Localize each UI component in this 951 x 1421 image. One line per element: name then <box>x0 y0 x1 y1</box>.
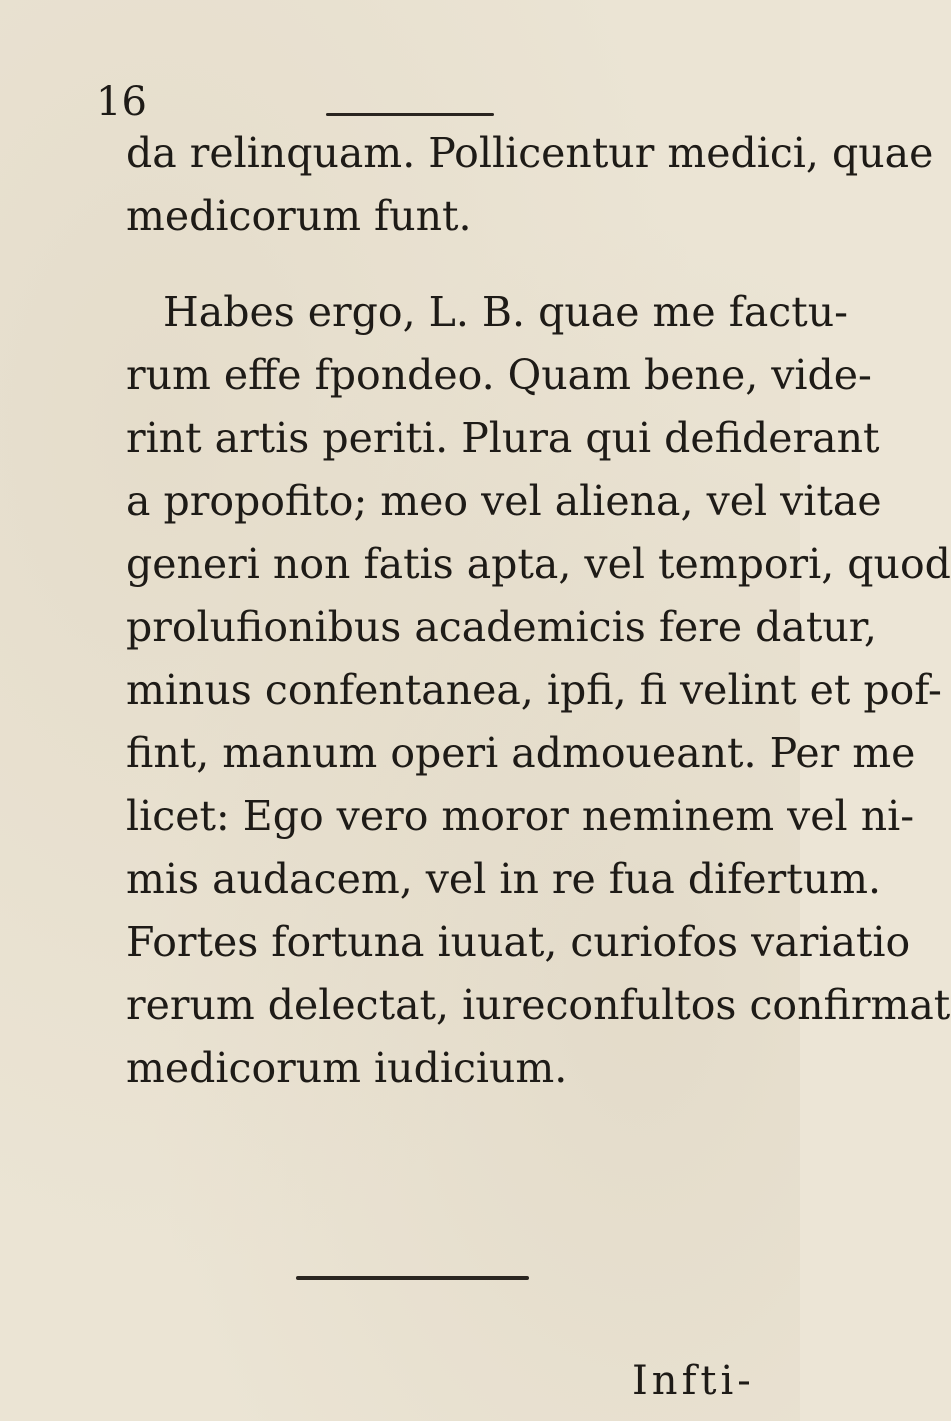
text-line: rint artis periti. Plura qui defiderant <box>126 414 880 462</box>
text-line: generi non fatis apta, vel tempori, quod <box>126 540 951 588</box>
text-line: Fortes fortuna iuuat, curiofos variatio <box>126 918 911 966</box>
text-line: a propofito; meo vel aliena, vel vitae <box>126 477 882 525</box>
text-line: licet: Ego vero moror neminem vel ni- <box>126 792 915 840</box>
header-rule <box>326 113 494 116</box>
text-line: medicorum iudicium. <box>126 1044 568 1092</box>
text-line: rum effe fpondeo. Quam bene, vide- <box>126 351 872 399</box>
text-line: prolufionibus academicis fere datur, <box>126 603 877 651</box>
text-line: da relinquam. Pollicentur medici, quae <box>126 129 934 177</box>
text-line: rerum delectat, iureconfultos confirmat <box>126 981 951 1029</box>
text-line: mis audacem, vel in re fua difertum. <box>126 855 882 903</box>
page-number: 16 <box>96 79 147 125</box>
text-line: fint, manum operi admoueant. Per me <box>126 729 916 777</box>
text-line: medicorum funt. <box>126 192 472 240</box>
catchword: Infti- <box>632 1358 755 1404</box>
section-end-rule <box>296 1276 529 1280</box>
text-line: Habes ergo, L. B. quae me factu- <box>163 288 849 336</box>
text-line: minus confentanea, ipfi, fi velint et pof- <box>126 666 942 714</box>
